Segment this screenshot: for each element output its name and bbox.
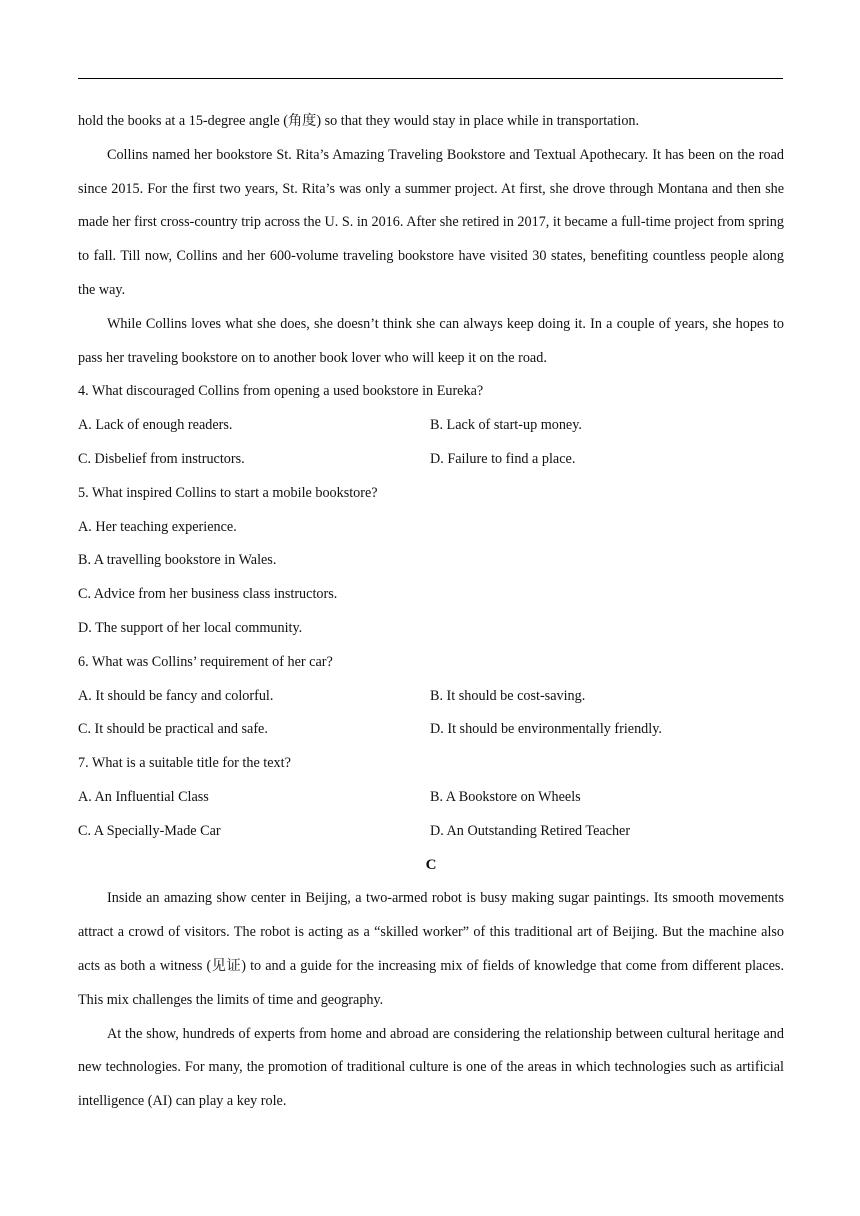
passage-b-paragraph: Collins named her bookstore St. Rita’s Amazing Traveling Bookstore and Textual Apothecary. It has been on the road since 2015. For the first two years, St. Rita’s was only a summer project. At first, she drove through Montana and then she made her first cross-country trip across the U. S. in 2016. After she retired in 2017, it became a full-time project from spring to fall. Till now, Collins and her 600-volume traveling bookstore have visited 30 states, benefiting countless people along the way. <box>78 146 784 298</box>
passage-c-paragraph: At the show, hundreds of experts from home and abroad are considering the relationship between cultural heritage and new technologies. For many, the promotion of traditional culture is one of the areas in which technologies such as artificial intelligence (AI) can play a key role. <box>78 1025 784 1110</box>
question-stem: 4. What discouraged Collins from opening a used bookstore in Eureka? <box>78 383 484 400</box>
option-row <box>78 781 784 815</box>
passage-c-paragraph: Inside an amazing show center in Beijing, a two-armed robot is busy making sugar paintings. Its smooth movements attract a crowd of visitors. The robot is acting as a “skilled worker” of this traditional art of Beijing. But the machine also acts as both a witness (见证) to and a guide for the increasing mix of fields of knowledge that come from different places. This mix challenges the limits of time and geography. <box>78 890 784 1008</box>
option-d[interactable]: D. It should be environmentally friendly. <box>430 721 662 738</box>
question-7 <box>78 747 784 848</box>
document-body <box>78 105 784 1119</box>
option-row <box>78 680 784 714</box>
option-c[interactable]: C. Disbelief from instructors. <box>78 450 245 467</box>
option-d[interactable]: D. The support of her local community. <box>78 619 303 636</box>
header-rule <box>78 78 783 79</box>
option-row <box>78 443 784 477</box>
option-c[interactable]: C. A Specially-Made Car <box>78 822 221 839</box>
option-c[interactable]: C. It should be practical and safe. <box>78 721 268 738</box>
option-a[interactable]: A. Lack of enough readers. <box>78 417 233 434</box>
option-a[interactable]: A. It should be fancy and colorful. <box>78 687 274 704</box>
option-a[interactable]: A. An Influential Class <box>78 788 209 805</box>
option-b[interactable]: B. Lack of start-up money. <box>430 417 582 434</box>
question-stem: 5. What inspired Collins to start a mobile bookstore? <box>78 484 378 501</box>
option-d[interactable]: D. Failure to find a place. <box>430 450 576 467</box>
question-5 <box>78 477 784 646</box>
option-row <box>78 713 784 747</box>
passage-b-paragraph: While Collins loves what she does, she doesn’t think she can always keep doing it. In a couple of years, she hopes to pass her traveling bookstore on to another book lover who will keep it on the road. <box>78 315 784 366</box>
option-a[interactable]: A. Her teaching experience. <box>78 518 237 535</box>
question-6 <box>78 646 784 747</box>
option-row <box>78 409 784 443</box>
question-stem: 7. What is a suitable title for the text? <box>78 755 291 772</box>
option-b[interactable]: B. A travelling bookstore in Wales. <box>78 552 277 569</box>
section-heading: C <box>425 856 437 873</box>
passage-b-paragraph-continued: hold the books at a 15-degree angle (角度) so that they would stay in place while in transportation. <box>78 113 640 129</box>
option-b[interactable]: B. A Bookstore on Wheels <box>430 788 581 805</box>
question-4 <box>78 375 784 476</box>
option-b[interactable]: B. It should be cost-saving. <box>430 687 586 704</box>
option-c[interactable]: C. Advice from her business class instructors. <box>78 586 338 603</box>
option-d[interactable]: D. An Outstanding Retired Teacher <box>430 822 631 839</box>
option-row <box>78 815 784 849</box>
question-stem: 6. What was Collins’ requirement of her car? <box>78 653 333 670</box>
